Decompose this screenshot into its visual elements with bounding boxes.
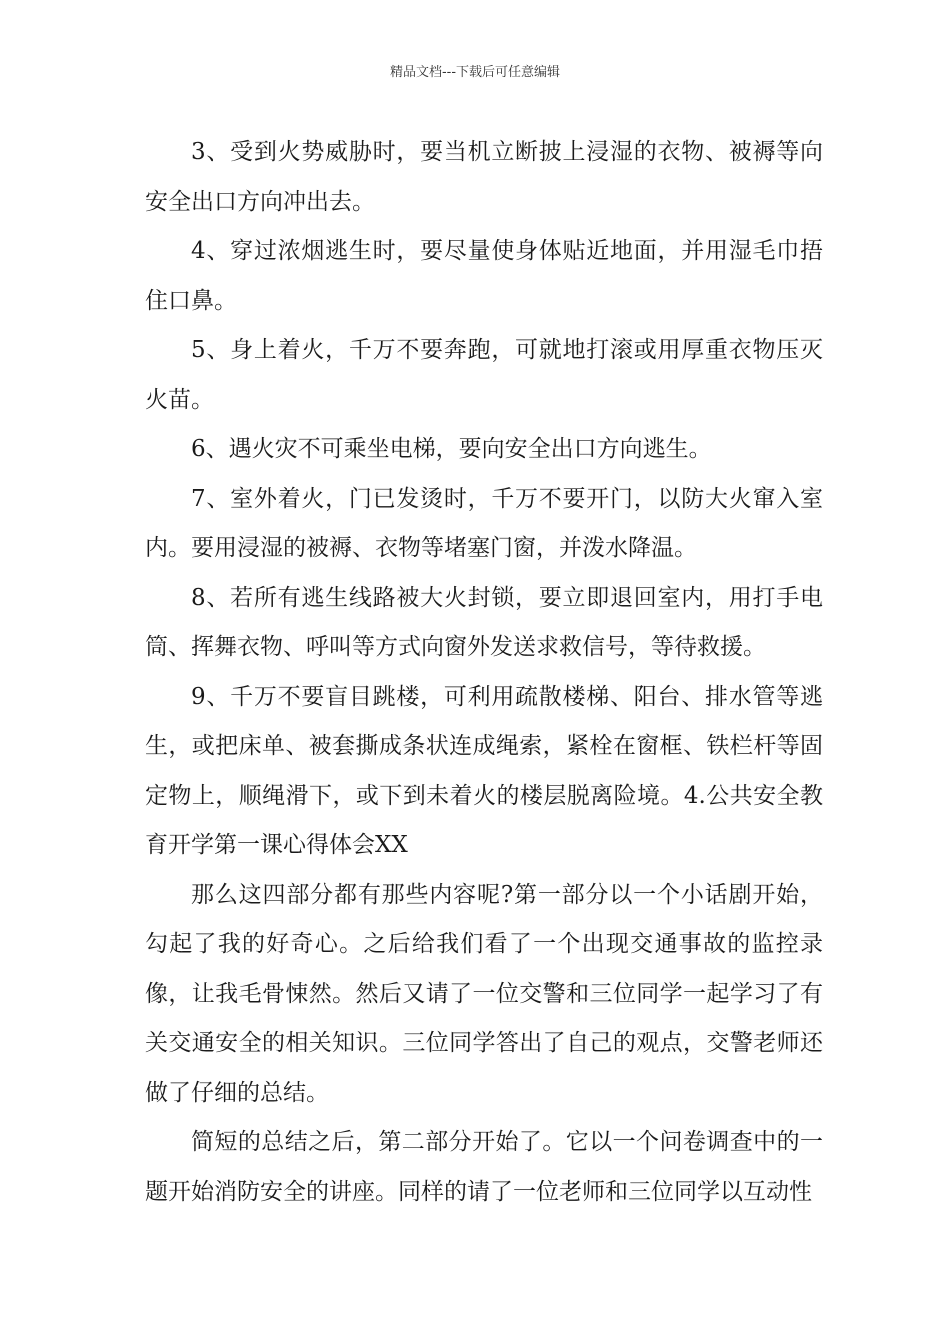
paragraph-second-part: 简短的总结之后，第二部分开始了。它以一个问卷调查中的一题开始消防安全的讲座。同样的请了一位老师和三位同学以互动性 [145,1129,823,1205]
paragraph-item-9: 9、千万不要盲目跳楼，可利用疏散楼梯、阳台、排水管等逃生，或把床单、被套撕成条状连成绳索，紧栓在窗框、铁栏杆等固定物上，顺绳滑下，或下到未着火的楼层脱离险境。4.公共安全教育开学第一课心得体会XX [145,683,823,858]
paragraph-item-7: 7、室外着火，门已发烫时，千万不要开门，以防大火窜入室内。要用浸湿的被褥、衣物等堵塞门窗，并泼水降温。 [145,485,823,561]
paragraph-item-3: 3、受到火势威胁时，要当机立断披上浸湿的衣物、被褥等向安全出口方向冲出去。 [145,139,823,215]
paragraph-item-4: 4、穿过浓烟逃生时，要尽量使身体贴近地面，并用湿毛巾捂住口鼻。 [145,238,823,314]
document-body [145,128,823,1217]
paragraph-item-5: 5、身上着火，千万不要奔跑，可就地打滚或用厚重衣物压灭火苗。 [145,337,823,413]
page-header: 精品文档---下载后可任意编辑 [389,65,561,80]
paragraph-item-6: 6、遇火灾不可乘坐电梯，要向安全出口方向逃生。 [191,436,712,462]
paragraph-four-parts: 那么这四部分都有那些内容呢?第一部分以一个小话剧开始，勾起了我的好奇心。之后给我们看了一个出现交通事故的监控录像，让我毛骨悚然。然后又请了一位交警和三位同学一起学习了有关交通安全的相关知识。三位同学答出了自己的观点，交警老师还做了仔细的总结。 [145,881,823,1106]
paragraph-item-8: 8、若所有逃生线路被大火封锁，要立即退回室内，用打手电筒、挥舞衣物、呼叫等方式向窗外发送求救信号，等待救援。 [145,584,823,660]
